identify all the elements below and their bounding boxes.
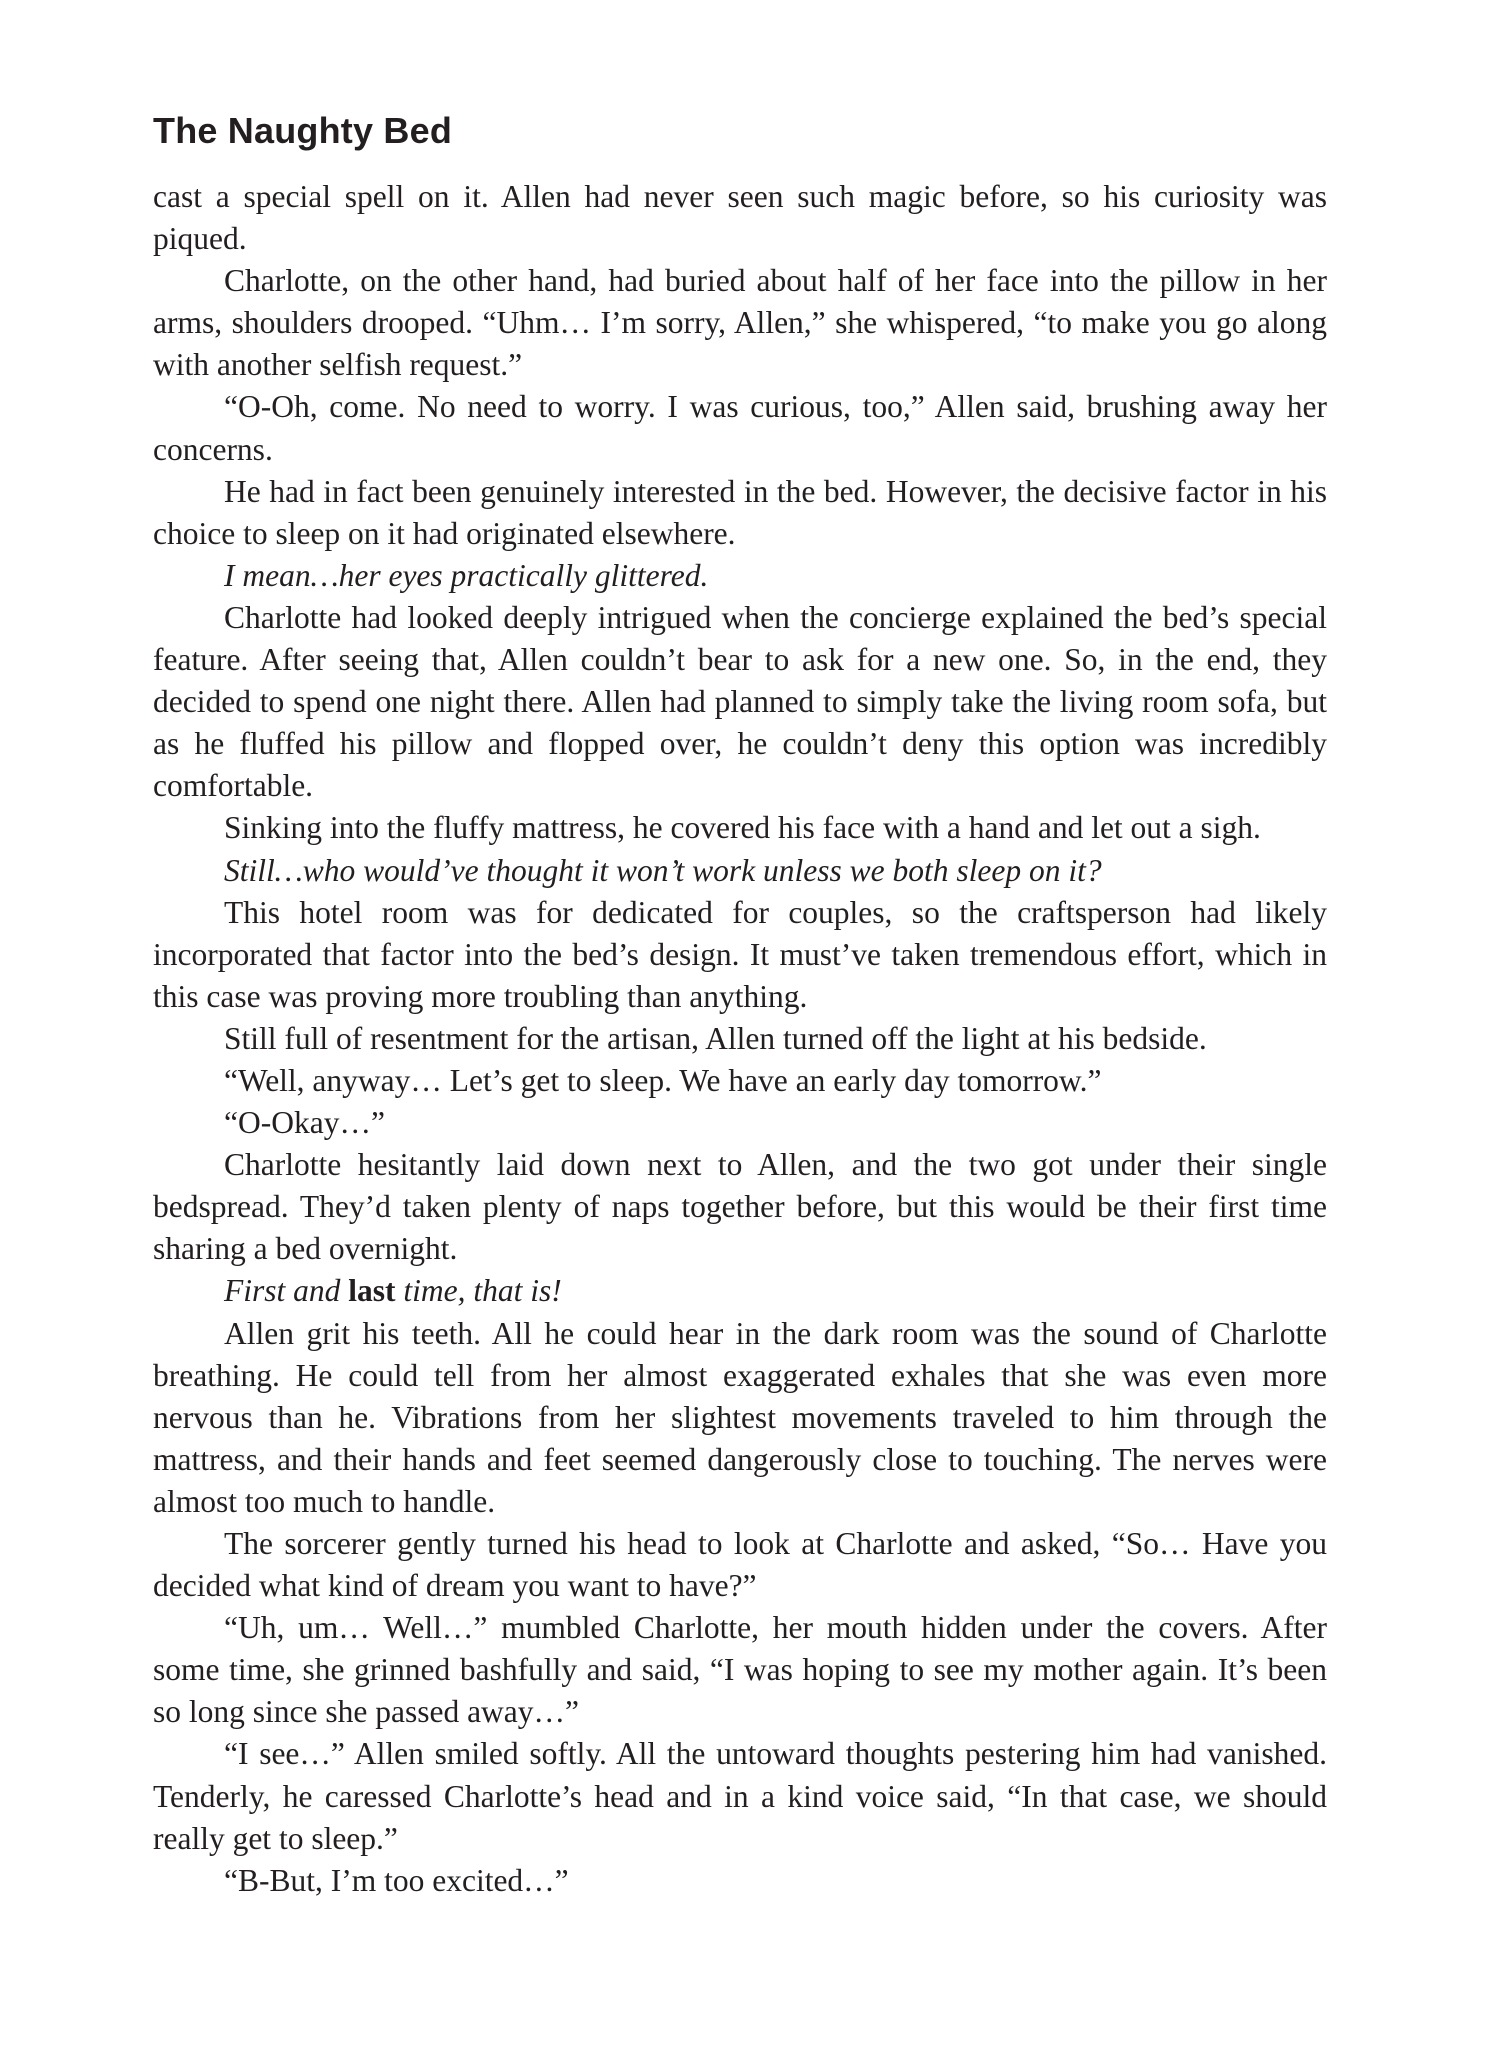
body-text: [153, 176, 1327, 1902]
inner-thought-start: First and: [224, 1273, 349, 1309]
paragraph: This hotel room was for dedicated for couples, so the craftsperson had likely incorporated that factor into the bed’s design. It must’ve taken tremendous effort, which in this case was proving more troubling than anything.: [153, 894, 1327, 1014]
paragraph: cast a special spell on it. Allen had never seen such magic before, so his curiosity was piqued.: [153, 179, 1327, 257]
inner-thought-end: time, that is!: [395, 1273, 562, 1309]
paragraph: “B-But, I’m too excited…”: [224, 1862, 569, 1898]
paragraph: Charlotte, on the other hand, had buried about half of her face into the pillow in her arms, shoulders drooped. “Uhm… I’m sorry, Allen,” she whispered, “to make you go along with another selfish request.”: [153, 263, 1327, 383]
paragraph: “O-Oh, come. No need to worry. I was curious, too,” Allen said, brushing away her concerns.: [153, 389, 1327, 467]
emphasized-word: last: [348, 1273, 396, 1309]
paragraph: Charlotte hesitantly laid down next to Allen, and the two got under their single bedspread. They’d taken plenty of naps together before, but this would be their first time sharing a bed overnight.: [153, 1147, 1327, 1267]
paragraph: He had in fact been genuinely interested in the bed. However, the decisive factor in his choice to sleep on it had originated elsewhere.: [153, 473, 1327, 551]
paragraph: Charlotte had looked deeply intrigued when the concierge explained the bed’s special feature. After seeing that, Allen couldn’t bear to ask for a new one. So, in the end, they decided to spend one night there. Allen had planned to simply take the living room sofa, but as he fluffed his pillow and flopped over, he couldn’t deny this option was incredibly comfortable.: [153, 599, 1327, 804]
paragraph: Allen grit his teeth. All he could hear in the dark room was the sound of Charlotte breathing. He could tell from her almost exaggerated exhales that she was even more nervous than he. Vibrations from her slightest movements traveled to him through the mattress, and their hands and feet seemed dangerously close to touching. The nerves were almost too much to handle.: [153, 1315, 1327, 1519]
inner-thought: [153, 1270, 1327, 1312]
inner-thought: Still…who would’ve thought it won’t work unless we both sleep on it?: [224, 852, 1102, 888]
paragraph: “Uh, um… Well…” mumbled Charlotte, her mouth hidden under the covers. After some time, she grinned bashfully and said, “I was hoping to see my mother again. It’s been so long since she passed away…”: [153, 1610, 1327, 1730]
paragraph: Still full of resentment for the artisan, Allen turned off the light at his bedside.: [224, 1020, 1207, 1056]
paragraph: The sorcerer gently turned his head to look at Charlotte and asked, “So… Have you decided what kind of dream you want to have?”: [153, 1526, 1327, 1604]
paragraph: “I see…” Allen smiled softly. All the untoward thoughts pestering him had vanished. Tenderly, he caressed Charlotte’s head and in a kind voice said, “In that case, we should really get to sleep.”: [153, 1736, 1327, 1856]
paragraph: “Well, anyway… Let’s get to sleep. We have an early day tomorrow.”: [224, 1062, 1102, 1098]
paragraph: Sinking into the fluffy mattress, he covered his face with a hand and let out a sigh.: [224, 810, 1261, 846]
inner-thought: I mean…her eyes practically glittered.: [224, 557, 709, 593]
running-header: The Naughty Bed: [153, 110, 453, 151]
paragraph: “O-Okay…”: [224, 1105, 385, 1141]
